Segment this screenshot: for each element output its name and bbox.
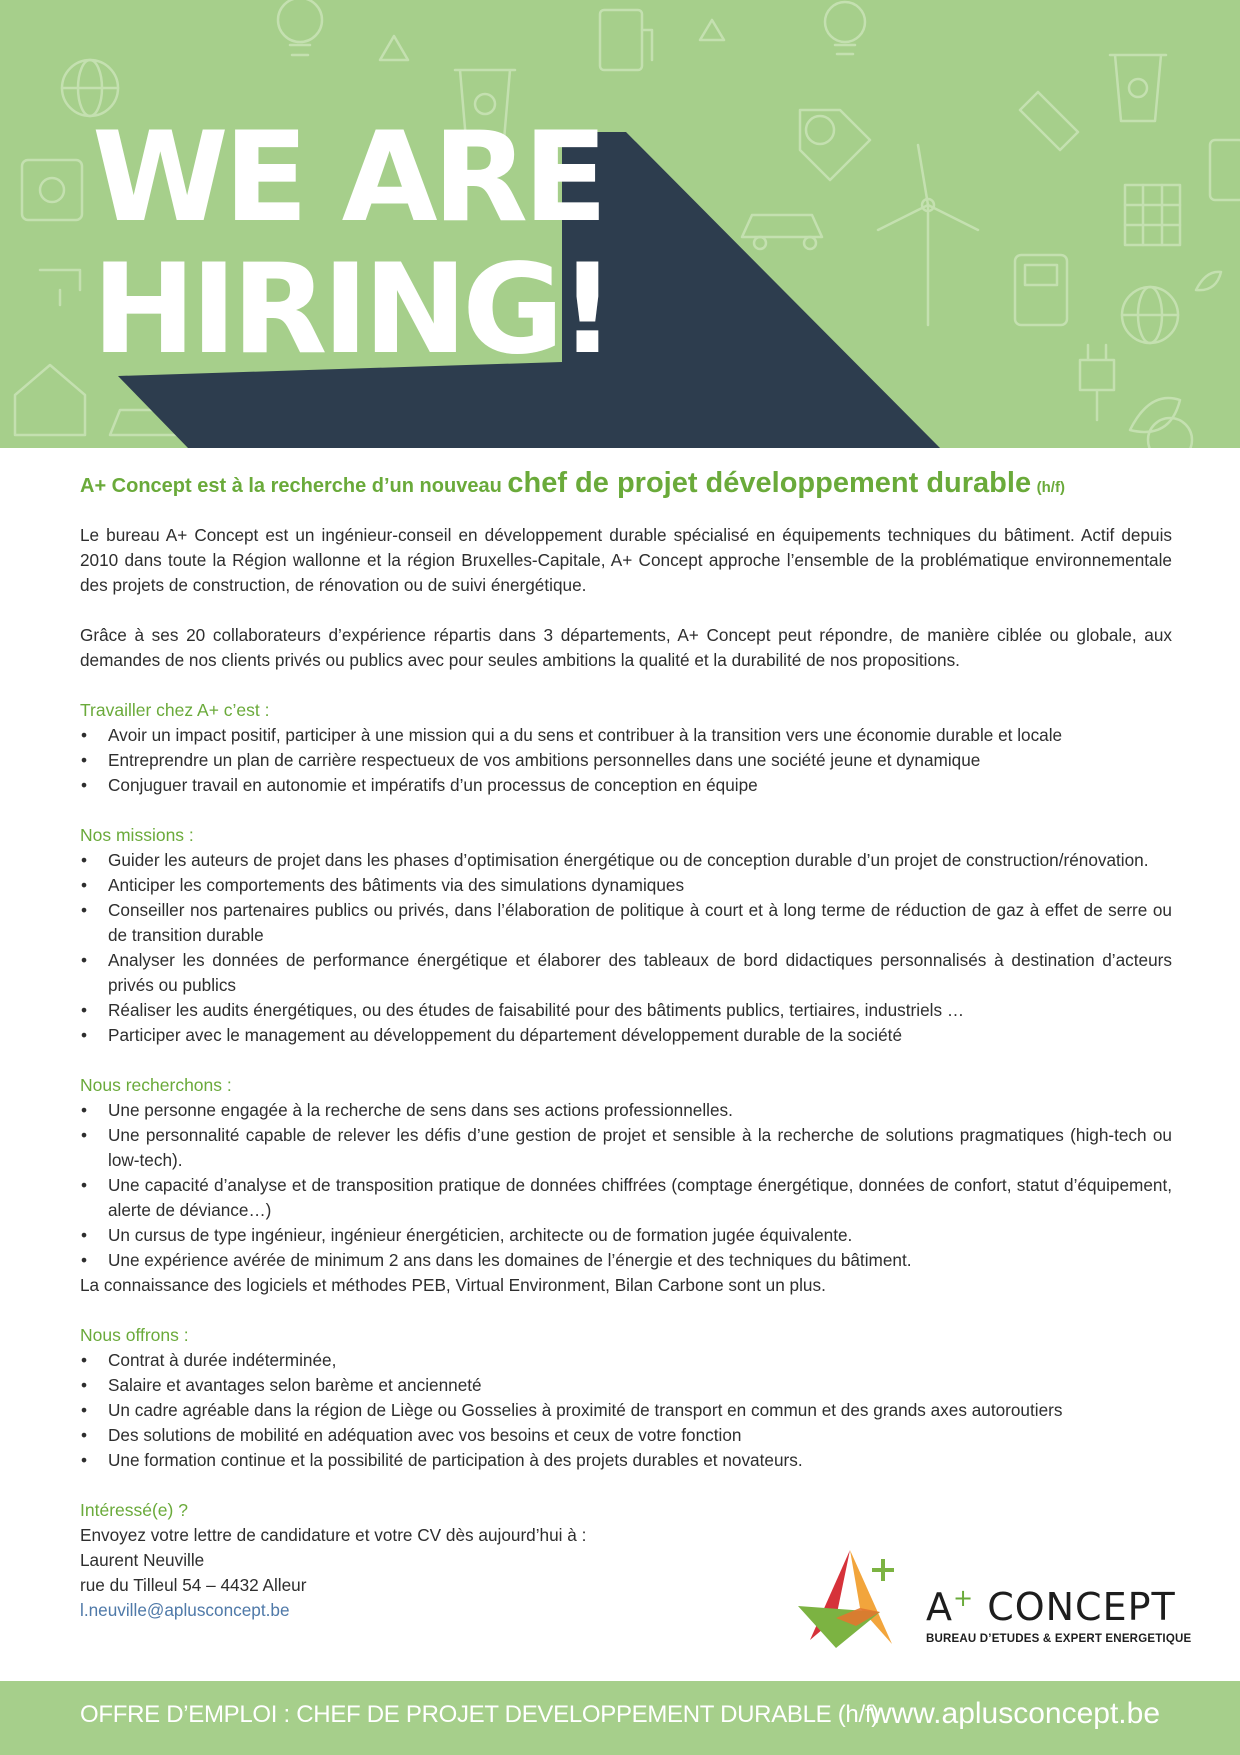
headline-prefix: A+ Concept est à la recherche d’un nouveau: [80, 475, 502, 497]
light-bulb-icon: [825, 2, 865, 54]
list-item: • Anticiper les comportements des bâtiments via des simulations dynamiques: [80, 873, 1172, 898]
intro-paragraph-1: Le bureau A+ Concept est un ingénieur-conseil en développement durable spécialisé en équipements techniques du bâtiment. Actif depuis 2010 dans toute la Région wallonne et la région Bruxelles-Capitale, A+ Concept approche l’ensemble de la problématique environnementale des projets de construction, de rénovation ou de suivi énergétique.: [80, 525, 1172, 595]
travailler-list: [80, 723, 1172, 798]
plug-icon: [1080, 345, 1114, 420]
fuel-pump-icon: [600, 10, 652, 70]
hiring-headline: [92, 106, 611, 382]
headline-role: chef de projet développement durable: [507, 467, 1032, 499]
bag-icon: [22, 160, 82, 220]
headline-gender: (h/f): [1036, 479, 1065, 496]
job-description: [80, 462, 1172, 1623]
list-item: • Un cadre agréable dans la région de Liège ou Gosselies à proximité de transport en commun et des grands axes autoroutiers: [80, 1398, 1172, 1423]
trash-bin-icon: [1110, 55, 1166, 121]
tag-icon: [800, 110, 870, 180]
logo-tagline: BUREAU D’ETUDES & EXPERT ENERGETIQUE: [926, 1633, 1192, 1645]
globe-icon: [1122, 287, 1178, 343]
logo-mark-icon: [796, 1548, 916, 1652]
footer-bar: [0, 1681, 1240, 1755]
house-icon: [15, 365, 85, 435]
recycle-icon: [380, 20, 724, 60]
tap-icon: [40, 270, 80, 305]
list-item: • Des solutions de mobilité en adéquation avec vos besoins et ceux de votre fonction: [80, 1423, 1172, 1448]
intro-paragraph-2: Grâce à ses 20 collaborateurs d’expérience répartis dans 3 départements, A+ Concept peut répondre, de manière ciblée ou globale, aux demandes de nos clients privés ou publics avec pour seules ambitions la qualité et la durabilité de nos propositions.: [80, 625, 1172, 670]
headline-line-2: HIRING!: [92, 238, 611, 382]
headline-line-1: WE ARE: [92, 106, 603, 250]
list-item: • Une personnalité capable de relever les défis d’une gestion de projet et sensible à la recherche de solutions pragmatiques (high-tech ou low-tech).: [80, 1123, 1172, 1173]
list-item: • Conseiller nos partenaires publics ou privés, dans l’élaboration de politique à court et à long terme de réduction de gaz à effet de serre ou de transition durable: [80, 898, 1172, 948]
list-item: • Salaire et avantages selon barème et ancienneté: [80, 1373, 1172, 1398]
list-item: • Une personne engagée à la recherche de sens dans ses actions professionnelles.: [80, 1098, 1172, 1123]
company-logo: [796, 1548, 1192, 1652]
job-headline: [80, 462, 1172, 509]
section-title-contact: Intéressé(e) ?: [80, 1500, 188, 1520]
footer-website-link[interactable]: www.aplusconcept.be: [869, 1697, 1160, 1730]
list-item: • Analyser les données de performance énergétique et élaborer des tableaux de bord didactiques personnalisés à destination d’acteurs privés ou publics: [80, 948, 1172, 998]
software-note: La connaissance des logiciels et méthodes PEB, Virtual Environment, Bilan Carbone sont un plus.: [80, 1275, 826, 1295]
contact-name: Laurent Neuville: [80, 1550, 205, 1570]
list-item: • Entreprendre un plan de carrière respectueux de vos ambitions personnelles dans une société jeune et dynamique: [80, 748, 1172, 773]
list-item: • Un cursus de type ingénieur, ingénieur énergéticien, architecte ou de formation jugée équivalente.: [80, 1223, 1172, 1248]
logo-name: A+ CONCEPT: [926, 1584, 1176, 1629]
bottle-icon: [1020, 92, 1078, 150]
fuel-pump-icon: [1015, 255, 1067, 325]
list-item: • Une formation continue et la possibilité de participation à des projets durables et novateurs.: [80, 1448, 1172, 1473]
section-title-travailler: Travailler chez A+ c’est :: [80, 700, 270, 720]
list-item: • Une expérience avérée de minimum 2 ans dans les domaines de l’énergie et des techniques du bâtiment.: [80, 1248, 1172, 1273]
footer-job-title: OFFRE D’EMPLOI : CHEF DE PROJET DEVELOPPEMENT DURABLE (h/f): [80, 1701, 879, 1728]
section-title-offrons: Nous offrons :: [80, 1325, 189, 1345]
missions-list: [80, 848, 1172, 1048]
list-item: • Guider les auteurs de projet dans les phases d’optimisation énergétique ou de conception durable d’un projet de construction/rénovation.: [80, 848, 1172, 873]
contact-address: rue du Tilleul 54 – 4432 Alleur: [80, 1575, 307, 1595]
contact-instruction: Envoyez votre lettre de candidature et votre CV dès aujourd’hui à :: [80, 1525, 587, 1545]
list-item: • Une capacité d’analyse et de transposition pratique de données chiffrées (comptage énergétique, données de confort, statut d’équipement, alerte de déviance…): [80, 1173, 1172, 1223]
contact-email-link[interactable]: l.neuville@aplusconcept.be: [80, 1600, 290, 1620]
list-item: • Conjuguer travail en autonomie et impératifs d’un processus de conception en équipe: [80, 773, 1172, 798]
recherchons-list: [80, 1098, 1172, 1273]
section-title-missions: Nos missions :: [80, 825, 194, 845]
offrons-list: [80, 1348, 1172, 1473]
hiring-banner: [0, 0, 1240, 448]
bag-icon: [1210, 140, 1240, 200]
list-item: • Réaliser les audits énergétiques, ou des études de faisabilité pour des bâtiments publics, tertiaires, industriels …: [80, 998, 1172, 1023]
list-item: • Participer avec le management au développement du département développement durable de la société: [80, 1023, 1172, 1048]
solar-panel-icon: [1125, 185, 1180, 245]
light-bulb-icon: [278, 0, 322, 55]
list-item: • Avoir un impact positif, participer à une mission qui a du sens et contribuer à la transition vers une économie durable et locale: [80, 723, 1172, 748]
leaf-icon: [1130, 272, 1221, 432]
list-item: • Contrat à durée indéterminée,: [80, 1348, 1172, 1373]
car-icon: [742, 215, 822, 249]
section-title-recherchons: Nous recherchons :: [80, 1075, 232, 1095]
wind-turbine-icon: [878, 145, 978, 325]
